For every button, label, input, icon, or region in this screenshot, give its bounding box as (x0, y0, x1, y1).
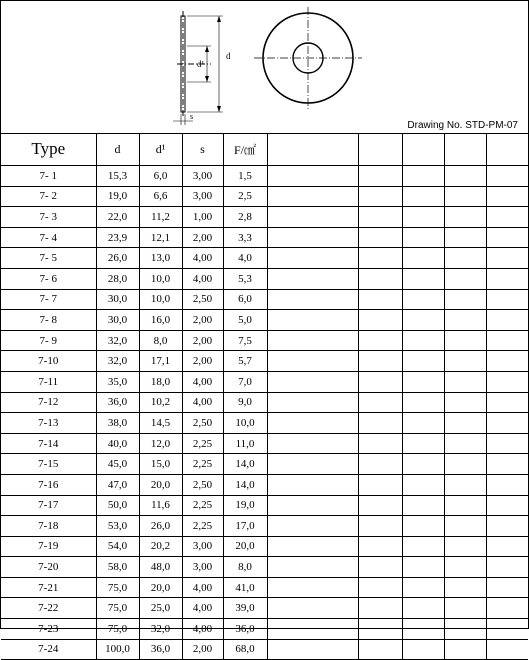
cell-blank (358, 310, 402, 331)
technical-drawing (1, 1, 528, 134)
cell-d1: 12,0 (139, 433, 182, 454)
table-row (1, 371, 528, 392)
cell-force: 17,0 (223, 516, 267, 537)
cell-blank (267, 207, 358, 228)
cell-blank (267, 413, 358, 434)
header-d1: d¹ (139, 133, 182, 166)
cell-blank (486, 289, 528, 310)
cell-blank (267, 639, 358, 660)
cell-force: 2,8 (223, 207, 267, 228)
dimension-label-d: d (226, 51, 231, 61)
cell-type: 7-14 (1, 433, 96, 454)
cell-d: 26,0 (96, 248, 139, 269)
cell-blank (267, 330, 358, 351)
cell-d: 47,0 (96, 474, 139, 495)
cell-d1: 6,6 (139, 186, 182, 207)
cell-type: 7- 1 (1, 166, 96, 187)
cell-d1: 13,0 (139, 248, 182, 269)
cell-blank (267, 495, 358, 516)
cell-blank (267, 186, 358, 207)
table-row (1, 392, 528, 413)
cell-d: 75,0 (96, 598, 139, 619)
cell-blank (486, 598, 528, 619)
cell-s: 2,50 (182, 289, 223, 310)
cell-type: 7- 9 (1, 330, 96, 351)
cell-force: 19,0 (223, 495, 267, 516)
cell-d1: 36,0 (139, 639, 182, 660)
cell-blank (486, 516, 528, 537)
cell-type: 7-21 (1, 577, 96, 598)
cell-blank (402, 186, 444, 207)
cell-force: 5,0 (223, 310, 267, 331)
cell-d1: 11,6 (139, 495, 182, 516)
cell-blank (402, 474, 444, 495)
cell-blank (444, 474, 486, 495)
header-blank (358, 133, 402, 166)
cell-s: 2,25 (182, 495, 223, 516)
cell-blank (358, 598, 402, 619)
cell-blank (444, 639, 486, 660)
cell-blank (486, 495, 528, 516)
cell-blank (358, 330, 402, 351)
table-row (1, 516, 528, 537)
cell-blank (267, 454, 358, 475)
cell-type: 7-13 (1, 413, 96, 434)
cell-d: 30,0 (96, 289, 139, 310)
cell-d: 45,0 (96, 454, 139, 475)
cell-blank (486, 577, 528, 598)
cell-blank (358, 639, 402, 660)
cell-blank (444, 557, 486, 578)
cell-s: 2,00 (182, 310, 223, 331)
cell-blank (267, 371, 358, 392)
cell-d: 32,0 (96, 330, 139, 351)
cell-s: 2,50 (182, 474, 223, 495)
cell-type: 7-15 (1, 454, 96, 475)
cell-blank (486, 268, 528, 289)
table-row (1, 557, 528, 578)
cell-type: 7-22 (1, 598, 96, 619)
cell-blank (486, 310, 528, 331)
cell-d1: 10,2 (139, 392, 182, 413)
cell-blank (402, 536, 444, 557)
cell-force: 5,3 (223, 268, 267, 289)
cell-s: 2,50 (182, 413, 223, 434)
cell-blank (444, 166, 486, 187)
cell-blank (486, 557, 528, 578)
cell-blank (358, 248, 402, 269)
header-d: d (96, 133, 139, 166)
cell-blank (267, 536, 358, 557)
cell-blank (358, 516, 402, 537)
cell-type: 7- 6 (1, 268, 96, 289)
cell-s: 4,00 (182, 598, 223, 619)
cell-blank (444, 186, 486, 207)
table-row (1, 351, 528, 372)
cell-d1: 10,0 (139, 289, 182, 310)
cell-type: 7-20 (1, 557, 96, 578)
cell-blank (486, 166, 528, 187)
cell-type: 7-11 (1, 371, 96, 392)
cell-s: 2,25 (182, 433, 223, 454)
cell-blank (358, 577, 402, 598)
washer-drawing (1, 1, 528, 133)
cell-blank (358, 536, 402, 557)
cell-type: 7-10 (1, 351, 96, 372)
cell-blank (486, 454, 528, 475)
cell-s: 4,00 (182, 268, 223, 289)
cell-d1: 8,0 (139, 330, 182, 351)
cell-s: 3,00 (182, 557, 223, 578)
cell-blank (358, 289, 402, 310)
cell-d1: 15,0 (139, 454, 182, 475)
cell-blank (358, 351, 402, 372)
cell-s: 4,00 (182, 392, 223, 413)
cell-force: 5,7 (223, 351, 267, 372)
cell-blank (402, 166, 444, 187)
cell-force: 20,0 (223, 536, 267, 557)
cell-blank (444, 577, 486, 598)
cell-type: 7-12 (1, 392, 96, 413)
cell-blank (402, 516, 444, 537)
cell-blank (402, 433, 444, 454)
cell-blank (486, 227, 528, 248)
table-row (1, 474, 528, 495)
cell-blank (358, 166, 402, 187)
cell-blank (402, 248, 444, 269)
cell-blank (267, 598, 358, 619)
cell-d: 75,0 (96, 577, 139, 598)
cell-blank (444, 310, 486, 331)
cell-type: 7- 7 (1, 289, 96, 310)
dimension-label-s: s (190, 112, 194, 121)
table-row (1, 577, 528, 598)
cell-type: 7- 5 (1, 248, 96, 269)
cell-blank (402, 289, 444, 310)
cell-d1: 25,0 (139, 598, 182, 619)
cell-force: 9,0 (223, 392, 267, 413)
cell-blank (444, 413, 486, 434)
table-row (1, 536, 528, 557)
cell-blank (444, 207, 486, 228)
cell-blank (486, 536, 528, 557)
cell-blank (444, 330, 486, 351)
cell-force: 68,0 (223, 639, 267, 660)
cell-blank (444, 433, 486, 454)
cell-blank (358, 454, 402, 475)
cell-blank (402, 454, 444, 475)
cell-blank (402, 413, 444, 434)
cell-s: 2,00 (182, 227, 223, 248)
cell-type: 7-16 (1, 474, 96, 495)
cell-d1: 20,2 (139, 536, 182, 557)
cell-blank (444, 598, 486, 619)
cell-force: 14,0 (223, 474, 267, 495)
cell-type: 7-24 (1, 639, 96, 660)
cell-blank (267, 474, 358, 495)
cell-s: 4,00 (182, 248, 223, 269)
cell-blank (444, 454, 486, 475)
cell-blank (358, 227, 402, 248)
cell-force: 41,0 (223, 577, 267, 598)
cell-d1: 16,0 (139, 310, 182, 331)
cell-d: 15,3 (96, 166, 139, 187)
cell-blank (402, 268, 444, 289)
cell-blank (402, 371, 444, 392)
table-row (1, 639, 528, 660)
cell-d: 36,0 (96, 392, 139, 413)
cell-blank (402, 330, 444, 351)
cell-type: 7-18 (1, 516, 96, 537)
cell-blank (267, 248, 358, 269)
cell-blank (486, 207, 528, 228)
table-row (1, 598, 528, 619)
cell-blank (402, 227, 444, 248)
table-row (1, 166, 528, 187)
cell-blank (358, 371, 402, 392)
cell-blank (267, 268, 358, 289)
cell-blank (267, 392, 358, 413)
cell-d1: 11,2 (139, 207, 182, 228)
header-s: s (182, 133, 223, 166)
header-blank (486, 133, 528, 166)
cell-d: 30,0 (96, 310, 139, 331)
cell-blank (358, 557, 402, 578)
table-row (1, 289, 528, 310)
drawing-number: Drawing No. STD-PM-07 (407, 120, 518, 131)
cell-blank (358, 268, 402, 289)
cell-s: 3,00 (182, 166, 223, 187)
cell-d1: 14,5 (139, 413, 182, 434)
cell-blank (486, 433, 528, 454)
cell-d: 58,0 (96, 557, 139, 578)
cell-blank (267, 289, 358, 310)
cell-blank (486, 186, 528, 207)
table-row (1, 330, 528, 351)
table-row (1, 310, 528, 331)
header-blank (267, 133, 358, 166)
cell-d: 40,0 (96, 433, 139, 454)
cell-type: 7- 3 (1, 207, 96, 228)
cell-d1: 20,0 (139, 577, 182, 598)
cell-blank (486, 639, 528, 660)
cell-d: 32,0 (96, 351, 139, 372)
cell-d1: 32,0 (139, 619, 182, 640)
cell-blank (486, 248, 528, 269)
cell-type: 7-19 (1, 536, 96, 557)
cell-s: 4,00 (182, 577, 223, 598)
cell-blank (444, 516, 486, 537)
cell-blank (402, 495, 444, 516)
cell-d: 28,0 (96, 268, 139, 289)
cell-d: 38,0 (96, 413, 139, 434)
cell-d: 22,0 (96, 207, 139, 228)
cell-blank (402, 392, 444, 413)
cell-type: 7- 2 (1, 186, 96, 207)
cell-blank (486, 371, 528, 392)
cell-blank (358, 474, 402, 495)
cell-blank (358, 495, 402, 516)
washer-front-view (254, 7, 362, 109)
cell-blank (267, 516, 358, 537)
cell-blank (486, 413, 528, 434)
cell-s: 2,25 (182, 454, 223, 475)
cell-blank (402, 598, 444, 619)
cell-force: 6,0 (223, 289, 267, 310)
cell-d1: 12,1 (139, 227, 182, 248)
dimension-label-d1: d¹ (197, 59, 205, 69)
cell-type: 7- 8 (1, 310, 96, 331)
cell-force: 2,5 (223, 186, 267, 207)
cell-blank (486, 351, 528, 372)
cell-blank (267, 433, 358, 454)
cell-force: 36,0 (223, 619, 267, 640)
cell-blank (402, 577, 444, 598)
cell-blank (444, 392, 486, 413)
cell-s: 2,25 (182, 516, 223, 537)
cell-blank (267, 577, 358, 598)
cell-s: 2,00 (182, 639, 223, 660)
cell-blank (444, 351, 486, 372)
cell-blank (358, 413, 402, 434)
cell-s: 3,00 (182, 186, 223, 207)
cell-blank (444, 536, 486, 557)
cell-blank (402, 557, 444, 578)
cell-blank (444, 289, 486, 310)
cell-type: 7- 4 (1, 227, 96, 248)
cell-blank (358, 433, 402, 454)
cell-force: 11,0 (223, 433, 267, 454)
cell-blank (402, 639, 444, 660)
cell-d1: 18,0 (139, 371, 182, 392)
cell-s: 4,00 (182, 371, 223, 392)
cell-d: 54,0 (96, 536, 139, 557)
table-row (1, 207, 528, 228)
cell-d1: 10,0 (139, 268, 182, 289)
cell-blank (402, 310, 444, 331)
cell-s: 4,00 (182, 619, 223, 640)
cell-d: 23,9 (96, 227, 139, 248)
table-row (1, 495, 528, 516)
cell-blank (267, 227, 358, 248)
cell-s: 2,00 (182, 330, 223, 351)
cell-blank (267, 351, 358, 372)
cell-s: 3,00 (182, 536, 223, 557)
table-row (1, 268, 528, 289)
header-blank (402, 133, 444, 166)
cell-d1: 6,0 (139, 166, 182, 187)
cell-blank (444, 371, 486, 392)
washer-spec-table (1, 133, 528, 660)
cell-blank (267, 166, 358, 187)
cell-force: 3,3 (223, 227, 267, 248)
cell-blank (444, 495, 486, 516)
cell-s: 1,00 (182, 207, 223, 228)
cell-d: 75,0 (96, 619, 139, 640)
cell-force: 7,0 (223, 371, 267, 392)
cell-d1: 17,1 (139, 351, 182, 372)
cell-d: 35,0 (96, 371, 139, 392)
table-row (1, 433, 528, 454)
cell-force: 10,0 (223, 413, 267, 434)
header-type: Type (1, 133, 96, 166)
cell-blank (358, 186, 402, 207)
table-row (1, 186, 528, 207)
cell-d1: 26,0 (139, 516, 182, 537)
cell-blank (358, 392, 402, 413)
cell-blank (444, 227, 486, 248)
cell-blank (402, 351, 444, 372)
header-force: F/㎠ (223, 133, 267, 166)
table-row (1, 248, 528, 269)
cell-d: 100,0 (96, 639, 139, 660)
cell-force: 1,5 (223, 166, 267, 187)
cell-d1: 48,0 (139, 557, 182, 578)
cell-blank (486, 392, 528, 413)
cell-d1: 20,0 (139, 474, 182, 495)
cell-blank (267, 557, 358, 578)
cell-d: 19,0 (96, 186, 139, 207)
cell-blank (486, 474, 528, 495)
table-row (1, 413, 528, 434)
table-header-row (1, 133, 528, 166)
cell-blank (444, 248, 486, 269)
header-blank (444, 133, 486, 166)
cell-force: 39,0 (223, 598, 267, 619)
cell-force: 14,0 (223, 454, 267, 475)
cell-force: 4,0 (223, 248, 267, 269)
cell-type: 7-23 (1, 619, 96, 640)
cell-type: 7-17 (1, 495, 96, 516)
cell-d: 50,0 (96, 495, 139, 516)
cell-d: 53,0 (96, 516, 139, 537)
cell-blank (444, 268, 486, 289)
cell-force: 7,5 (223, 330, 267, 351)
cell-blank (486, 330, 528, 351)
table-row (1, 227, 528, 248)
cell-blank (402, 207, 444, 228)
cell-s: 2,00 (182, 351, 223, 372)
cell-blank (358, 207, 402, 228)
cell-blank (267, 310, 358, 331)
table-row (1, 454, 528, 475)
cell-force: 8,0 (223, 557, 267, 578)
